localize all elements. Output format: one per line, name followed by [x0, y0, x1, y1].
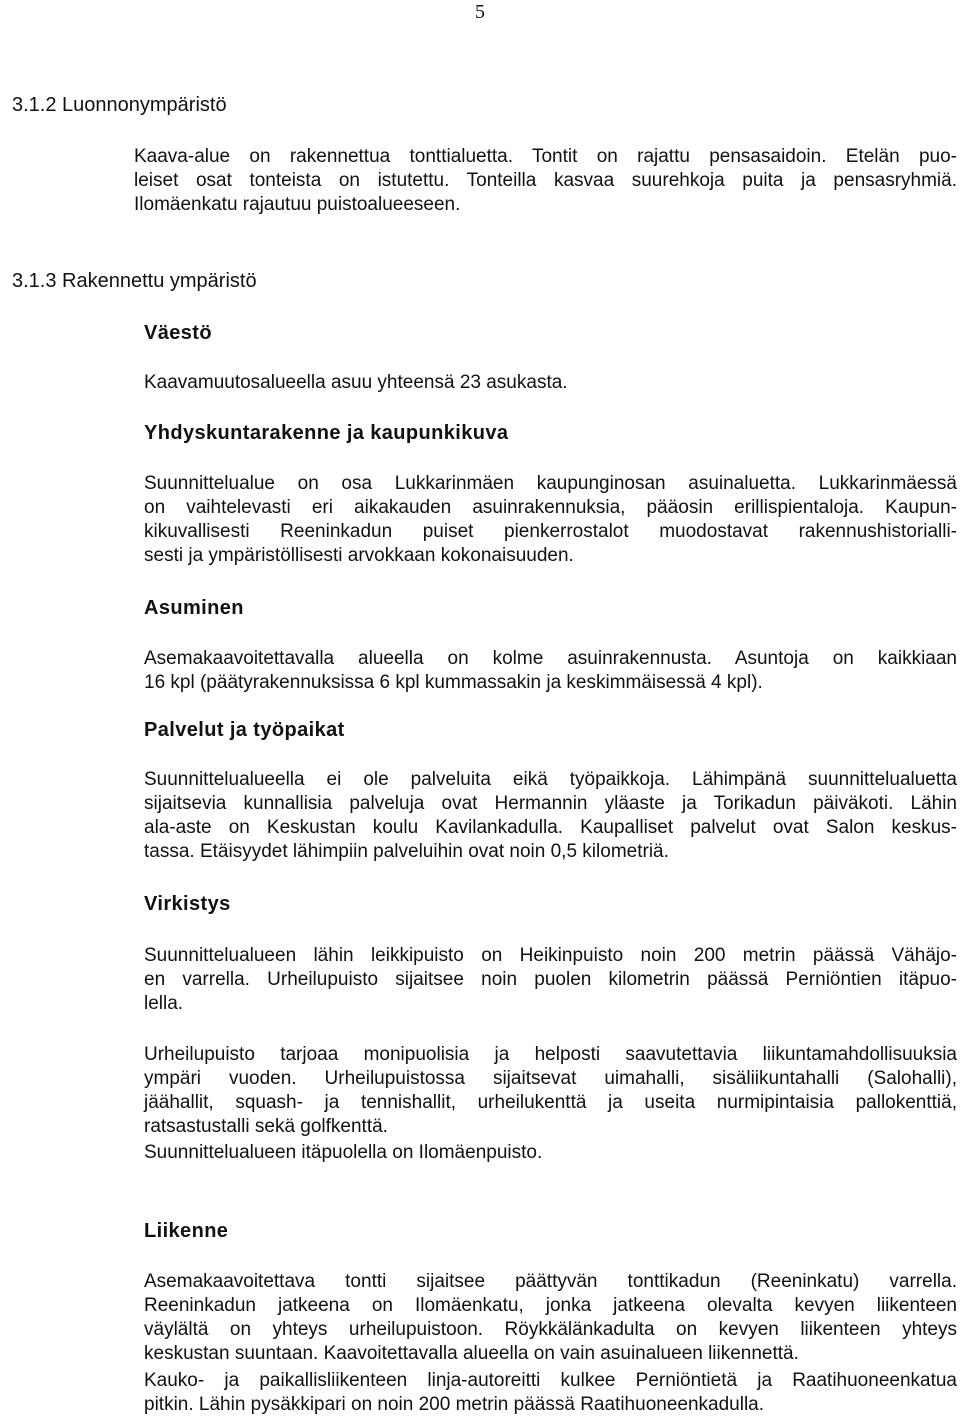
- text-line: Asemakaavoitettavalla alueella on kolme asuinrakennusta. Asuntoja on kaikkiaan: [144, 648, 957, 669]
- text-line: Suunnittelualueella ei ole palveluita eikä työpaikkoja. Lähimpänä suunnittelualuetta: [144, 769, 957, 790]
- text-line: sesti ja ympäristöllisesti arvokkaan kokonaisuuden.: [144, 545, 574, 566]
- text-line: lella.: [144, 993, 184, 1014]
- text-line: on vaihtelevasti eri aikakauden asuinrakennuksia, pääosin erillispientaloja. Kaupun-: [144, 497, 957, 518]
- text-line: ratsastustalli sekä golfkenttä.: [144, 1116, 388, 1137]
- text-line: Kauko- ja paikallisliikenteen linja-autoreitti kulkee Perniöntietä ja Raatihuoneenkatua: [144, 1370, 957, 1391]
- paragraph-luonnonymparisto: [134, 145, 957, 217]
- text-line: Reeninkadun jatkeena on Ilomäenkatu, jonka jatkeena olevalta kevyen liikenteen: [144, 1295, 957, 1316]
- text-line: keskustan suuntaan. Kaavoitettavalla alueella on vain asuinalueen liikennettä.: [144, 1343, 799, 1364]
- text-line: ympäri vuoden. Urheilupuistossa sijaitsevat uimahalli, sisäliikuntahalli (Salohalli),: [144, 1068, 957, 1089]
- paragraph-virkistys-3: [144, 1141, 957, 1165]
- text-line: Suunnittelualue on osa Lukkarinmäen kaupunginosan asuinaluetta. Lukkarinmäessä: [144, 473, 957, 494]
- text-line: Kaava-alue on rakennettua tonttialuetta. Tontit on rajattu pensasaidoin. Etelän puo-: [134, 146, 957, 167]
- text-line: leiset osat tonteista on istutettu. Tonteilla kasvaa suurehkoja puita ja pensasryhmiä.: [134, 170, 957, 191]
- text-line: 16 kpl (päätyrakennuksissa 6 kpl kummassakin ja keskimmäisessä 4 kpl).: [144, 672, 763, 693]
- text-line: tassa. Etäisyydet lähimpiin palveluihin ovat noin 0,5 kilometriä.: [144, 841, 669, 862]
- section-title-rakennettu-ymparisto: 3.1.3 Rakennettu ympäristö: [12, 270, 257, 292]
- text-line: jäähallit, squash- ja tennishallit, urheilukenttä ja useita nurmipintaisia pallokenttiä,: [144, 1092, 957, 1113]
- text-line: pitkin. Lähin pysäkkipari on noin 200 metrin päässä Raatihuoneenkadulla.: [144, 1394, 765, 1415]
- heading-virkistys: Virkistys: [144, 893, 231, 915]
- text-line: Kaavamuutosalueella asuu yhteensä 23 asukasta.: [144, 372, 568, 393]
- paragraph-virkistys-2: [144, 1043, 957, 1139]
- paragraph-asuminen: [144, 647, 957, 695]
- heading-yhdyskuntarakenne: Yhdyskuntarakenne ja kaupunkikuva: [144, 422, 509, 444]
- paragraph-virkistys-1: [144, 944, 957, 1016]
- heading-liikenne: Liikenne: [144, 1220, 229, 1242]
- text-line: Asemakaavoitettava tontti sijaitsee päättyvän tonttikadun (Reeninkatu) varrella.: [144, 1271, 957, 1292]
- paragraph-vaesto: [144, 371, 957, 395]
- heading-asuminen: Asuminen: [144, 597, 244, 619]
- paragraph-palvelut: [144, 768, 957, 864]
- paragraph-liikenne-1: [144, 1270, 957, 1366]
- text-line: ala-aste on Keskustan koulu Kavilankadulla. Kaupalliset palvelut ovat Salon keskus-: [144, 817, 957, 838]
- text-line: Suunnittelualueen itäpuolella on Ilomäenpuisto.: [144, 1142, 543, 1163]
- text-line: sijaitsevia kunnallisia palveluja ovat Hermannin yläaste ja Torikadun päiväkoti. Lähin: [144, 793, 957, 814]
- paragraph-yhdyskuntarakenne: [144, 472, 957, 568]
- text-line: väylältä on yhteys urheilupuistoon. Röykkälänkadulta on kevyen liikenteen yhteys: [144, 1319, 957, 1340]
- paragraph-liikenne-2: [144, 1369, 957, 1417]
- heading-vaesto: Väestö: [144, 322, 212, 344]
- text-line: en varrella. Urheilupuisto sijaitsee noin puolen kilometrin päässä Perniöntien itäpuo-: [144, 969, 957, 990]
- text-line: Suunnittelualueen lähin leikkipuisto on Heikinpuisto noin 200 metrin päässä Vähäjo-: [144, 945, 957, 966]
- text-line: Ilomäenkatu rajautuu puistoalueeseen.: [134, 194, 461, 215]
- text-line: kikuvallisesti Reeninkadun puiset pienkerrostalot muodostavat rakennushistorialli-: [144, 521, 957, 542]
- section-title-luonnonymparisto: 3.1.2 Luonnonympäristö: [12, 94, 227, 116]
- heading-palvelut-ja-tyopaikat: Palvelut ja työpaikat: [144, 719, 345, 741]
- page-number: 5: [475, 1, 485, 23]
- text-line: Urheilupuisto tarjoaa monipuolisia ja helposti saavutettavia liikuntamahdollisuuksia: [144, 1044, 957, 1065]
